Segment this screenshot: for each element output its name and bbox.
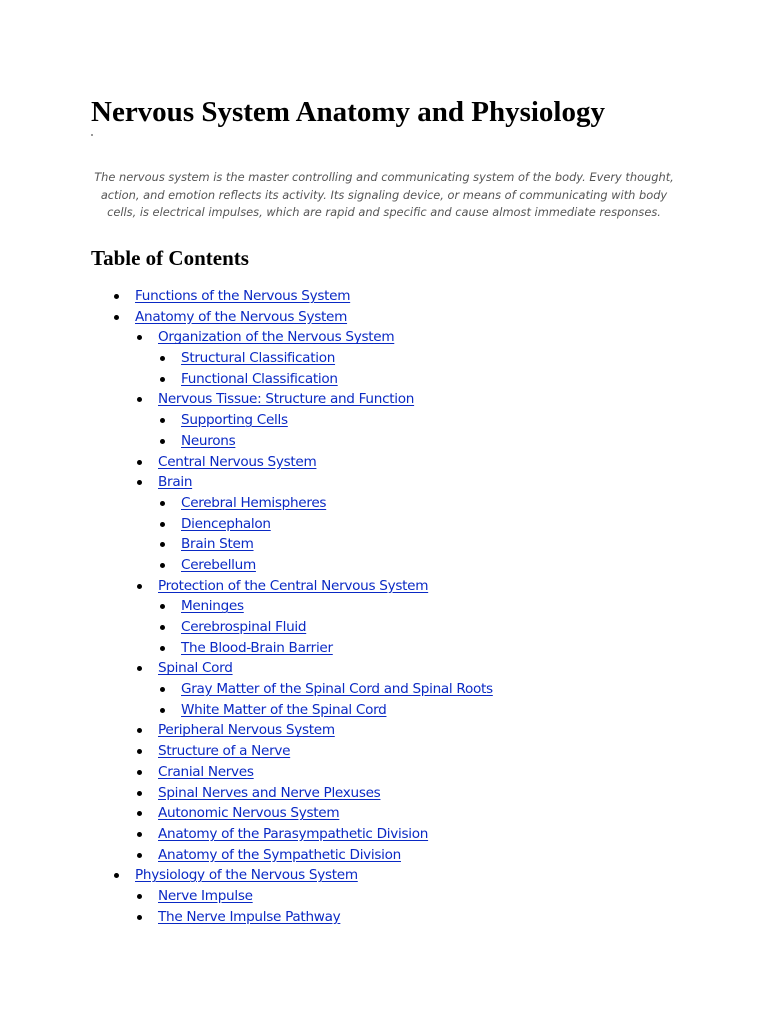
bullet-icon [160, 604, 165, 609]
bullet-icon [160, 687, 165, 692]
toc-item [0, 472, 768, 493]
toc-link[interactable]: The Blood-Brain Barrier [181, 639, 333, 656]
toc-item [0, 886, 768, 907]
bullet-icon [137, 894, 142, 899]
title-separator-mark [91, 134, 93, 136]
toc-item [0, 410, 768, 431]
toc-heading: Table of Contents [91, 246, 249, 270]
toc-link[interactable]: Physiology of the Nervous System [135, 867, 358, 884]
bullet-icon [137, 749, 142, 754]
toc-item [0, 762, 768, 783]
toc-item [0, 389, 768, 410]
bullet-icon [114, 294, 119, 299]
bullet-icon [137, 791, 142, 796]
bullet-icon [137, 480, 142, 485]
toc-item [0, 327, 768, 348]
bullet-icon [114, 873, 119, 878]
toc-item [0, 783, 768, 804]
bullet-icon [160, 646, 165, 651]
bullet-icon [137, 811, 142, 816]
toc-item [0, 658, 768, 679]
bullet-icon [137, 460, 142, 465]
toc-item [0, 431, 768, 452]
bullet-icon [160, 522, 165, 527]
intro-paragraph: The nervous system is the master controlling and communicating system of the body. Every thought, action, and emotion reflects its activity. Its signaling device, or means of communicating with body cells, is electrical impulses, which are rapid and specific and cause almost immediate responses. [94, 170, 674, 220]
toc-item [0, 803, 768, 824]
toc-link[interactable]: White Matter of the Spinal Cord [181, 701, 387, 718]
toc-link[interactable]: Cranial Nerves [158, 763, 254, 780]
bullet-icon [137, 853, 142, 858]
toc-item [0, 596, 768, 617]
page-title: Nervous System Anatomy and Physiology [91, 96, 605, 128]
toc-item [0, 286, 768, 307]
toc-link[interactable]: Brain Stem [181, 536, 254, 553]
toc-link[interactable]: Diencephalon [181, 515, 271, 532]
toc-link[interactable]: Nerve Impulse [158, 887, 253, 904]
toc-item [0, 865, 768, 886]
toc-link[interactable]: Cerebral Hemispheres [181, 494, 327, 511]
toc-link[interactable]: Spinal Nerves and Nerve Plexuses [158, 784, 381, 801]
toc-item [0, 493, 768, 514]
toc-link[interactable]: Neurons [181, 432, 236, 449]
toc-item [0, 348, 768, 369]
bullet-icon [137, 666, 142, 671]
toc-link[interactable]: Functional Classification [181, 370, 338, 387]
toc-item [0, 824, 768, 845]
bullet-icon [137, 728, 142, 733]
toc-item [0, 679, 768, 700]
bullet-icon [160, 542, 165, 547]
toc-link[interactable]: Brain [158, 474, 193, 491]
toc-link[interactable]: The Nerve Impulse Pathway [158, 908, 341, 925]
toc-item [0, 307, 768, 328]
bullet-icon [137, 770, 142, 775]
toc-item [0, 514, 768, 535]
bullet-icon [160, 418, 165, 423]
bullet-icon [160, 708, 165, 713]
toc-link[interactable]: Anatomy of the Sympathetic Division [158, 846, 401, 863]
toc-link[interactable]: Structural Classification [181, 350, 336, 367]
toc-link[interactable]: Organization of the Nervous System [158, 329, 395, 346]
bullet-icon [137, 584, 142, 589]
toc-link[interactable]: Cerebrospinal Fluid [181, 619, 307, 635]
toc-link[interactable]: Protection of the Central Nervous System [158, 577, 429, 594]
toc-link[interactable]: Cerebellum [181, 556, 256, 573]
bullet-icon [137, 832, 142, 837]
toc-item [0, 369, 768, 390]
toc-link[interactable]: Peripheral Nervous System [158, 722, 335, 739]
bullet-icon [160, 501, 165, 506]
table-of-contents [0, 286, 768, 927]
toc-item [0, 700, 768, 721]
bullet-icon [137, 397, 142, 402]
bullet-icon [160, 377, 165, 382]
toc-link[interactable]: Nervous Tissue: Structure and Function [158, 391, 415, 408]
toc-link[interactable]: Structure of a Nerve [158, 743, 291, 760]
bullet-icon [160, 625, 165, 630]
bullet-icon [114, 315, 119, 320]
toc-link[interactable]: Central Nervous System [158, 453, 317, 470]
toc-link[interactable]: Meninges [181, 598, 244, 615]
toc-item [0, 452, 768, 473]
toc-item [0, 907, 768, 928]
bullet-icon [160, 563, 165, 568]
bullet-icon [137, 915, 142, 920]
bullet-icon [137, 335, 142, 340]
toc-item [0, 555, 768, 576]
toc-link[interactable]: Functions of the Nervous System [135, 288, 351, 304]
toc-item [0, 617, 768, 638]
toc-link[interactable]: Gray Matter of the Spinal Cord and Spinal Roots [181, 681, 493, 698]
toc-link[interactable]: Spinal Cord [158, 660, 233, 677]
toc-item [0, 534, 768, 555]
toc-item [0, 638, 768, 659]
toc-link[interactable]: Anatomy of the Parasympathetic Division [158, 825, 429, 842]
toc-item [0, 720, 768, 741]
toc-link[interactable]: Autonomic Nervous System [158, 805, 340, 822]
toc-link[interactable]: Anatomy of the Nervous System [135, 308, 348, 325]
toc-item [0, 741, 768, 762]
bullet-icon [160, 439, 165, 444]
toc-item [0, 845, 768, 866]
toc-link[interactable]: Supporting Cells [181, 412, 288, 429]
toc-item [0, 576, 768, 597]
bullet-icon [160, 356, 165, 361]
